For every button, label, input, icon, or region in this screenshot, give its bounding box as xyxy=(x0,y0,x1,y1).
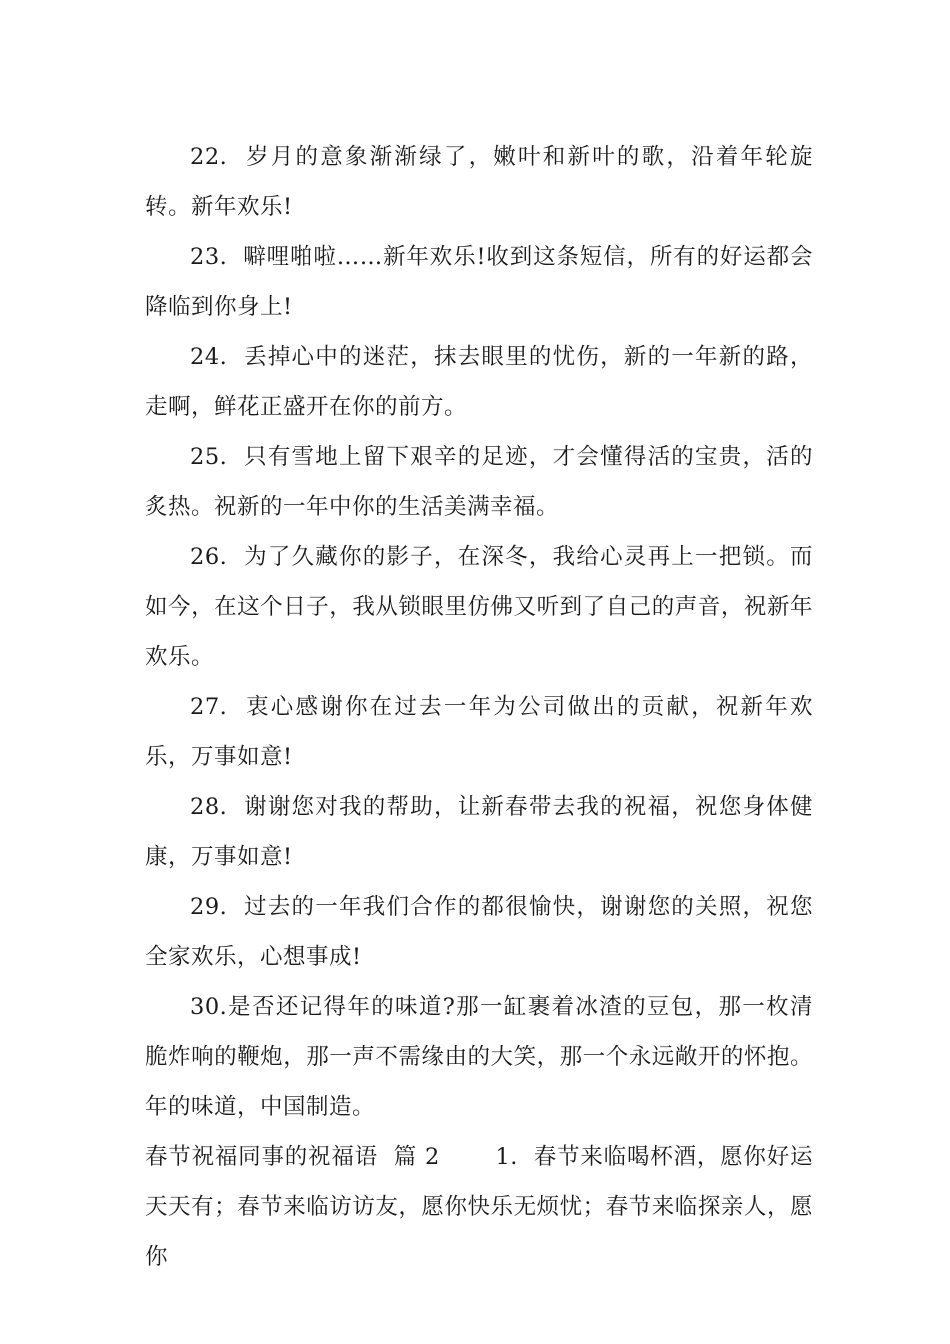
document-body xyxy=(145,132,813,1282)
paragraph-22 xyxy=(145,132,813,232)
paragraph-number: 24. xyxy=(190,344,228,370)
paragraph-text: 岁月的意象渐渐绿了，嫩叶和新叶的歌，沿着年轮旋转。新年欢乐! xyxy=(145,144,813,220)
paragraph-30 xyxy=(145,982,813,1132)
paragraph-text: 为了久藏你的影子，在深冬，我给心灵再上一把锁。而如今，在这个日子，我从锁眼里仿佛又听到了自己的声音，祝新年欢乐。 xyxy=(145,544,813,670)
paragraph-number: 25. xyxy=(190,444,228,470)
section-item-number: 1. xyxy=(495,1144,518,1170)
section-part: 篇 2 xyxy=(393,1144,440,1170)
paragraph-text: 谢谢您对我的帮助，让新春带去我的祝福，祝您身体健康，万事如意! xyxy=(145,794,813,870)
paragraph-28 xyxy=(145,782,813,882)
paragraph-number: 27. xyxy=(190,694,228,720)
paragraph-text: 只有雪地上留下艰辛的足迹，才会懂得活的宝贵，活的炙热。祝新的一年中你的生活美满幸福。 xyxy=(145,444,813,520)
paragraph-number: 28. xyxy=(190,794,228,820)
paragraph-27 xyxy=(145,682,813,782)
paragraph-26 xyxy=(145,532,813,682)
paragraph-25 xyxy=(145,432,813,532)
paragraph-29 xyxy=(145,882,813,982)
paragraph-number: 23. xyxy=(190,244,228,270)
paragraph-number: 29. xyxy=(190,894,228,920)
paragraph-text: 是否还记得年的味道?那一缸裹着冰渣的豆包，那一枚清脆炸响的鞭炮，那一声不需缘由的大笑，那一个永远敞开的怀抱。年的味道，中国制造。 xyxy=(145,994,813,1120)
paragraph-24 xyxy=(145,332,813,432)
paragraph-number: 26. xyxy=(190,544,228,570)
paragraph-text: 衷心感谢你在过去一年为公司做出的贡献，祝新年欢乐，万事如意! xyxy=(145,694,813,770)
paragraph-text: 噼哩啪啦……新年欢乐!收到这条短信，所有的好运都会降临到你身上! xyxy=(145,244,813,320)
section-title: 春节祝福同事的祝福语 xyxy=(145,1144,378,1170)
paragraph-number: 22. xyxy=(190,144,228,170)
paragraph-text: 过去的一年我们合作的都很愉快，谢谢您的关照，祝您全家欢乐，心想事成! xyxy=(145,894,813,970)
paragraph-23 xyxy=(145,232,813,332)
paragraph-number: 30. xyxy=(190,994,228,1020)
section-item-text: 春节来临喝杯酒，愿你好运天天有；春节来临访访友，愿你快乐无烦忧；春节来临探亲人，愿你 xyxy=(145,1144,813,1270)
section-heading-paragraph xyxy=(145,1132,813,1282)
paragraph-text: 丢掉心中的迷茫，抹去眼里的忧伤，新的一年新的路，走啊，鲜花正盛开在你的前方。 xyxy=(145,344,813,420)
